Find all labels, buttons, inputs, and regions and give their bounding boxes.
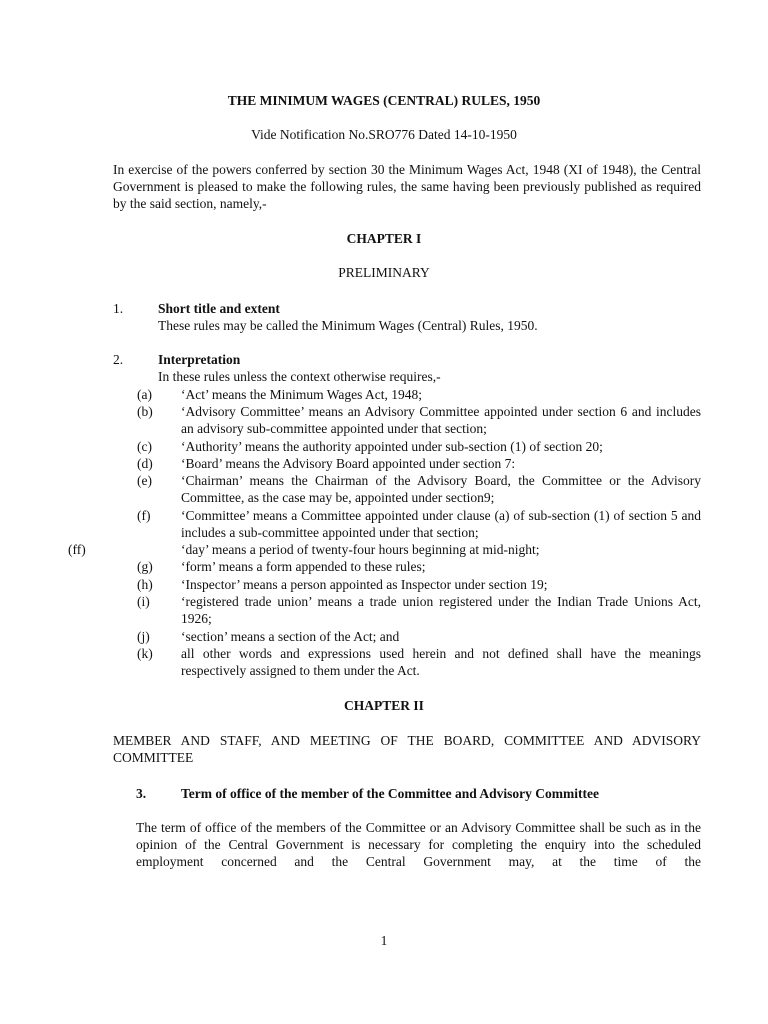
- preamble-paragraph: In exercise of the powers conferred by section 30 the Minimum Wages Act, 1948 (XI of 1948), the Central Government is pleased to make the following rules, the same having been previously published as required by the said section, namely,-: [113, 162, 701, 211]
- rule-3-text: The term of office of the members of the Committee or an Advisory Committee shall be such as in the opinion of the Central Government is necessary for completing the enquiry into the scheduled employment concerned and the Central Government may, at the time of the: [136, 820, 701, 869]
- definition-text: ‘Inspector’ means a person appointed as Inspector under section 19;: [181, 577, 548, 592]
- definition-label: (d): [137, 456, 153, 471]
- definition-text: ‘Advisory Committee’ means an Advisory Committee appointed under section 6 and includes an advisory sub-committee appointed under that section;: [181, 404, 701, 436]
- definition-label: (h): [137, 577, 153, 592]
- definition-text: ‘registered trade union’ means a trade union registered under the Indian Trade Unions Act, 1926;: [181, 594, 701, 626]
- rule-3-heading: Term of office of the member of the Committee and Advisory Committee: [181, 786, 600, 801]
- definition-text: ‘Authority’ means the authority appointed under sub-section (1) of section 20;: [181, 439, 603, 454]
- definition-label: (g): [137, 559, 153, 574]
- chapter-1-heading: CHAPTER I: [346, 231, 422, 246]
- rule-1-heading: Short title and extent: [158, 301, 280, 316]
- chapter-2-subheading: MEMBER AND STAFF, AND MEETING OF THE BOARD, COMMITTEE AND ADVISORY COMMITTEE: [113, 733, 701, 765]
- definition-label: (b): [137, 404, 153, 419]
- definition-label: (a): [137, 387, 152, 402]
- definition-label: (k): [137, 646, 153, 661]
- page-number: 1: [380, 933, 388, 948]
- definition-label: (i): [137, 594, 150, 609]
- definition-text: ‘Act’ means the Minimum Wages Act, 1948;: [181, 387, 422, 402]
- rule-2-heading: Interpretation: [158, 352, 241, 367]
- definition-text: ‘Chairman’ means the Chairman of the Advisory Board, the Committee or the Advisory Committee, as the case may be, appointed under section9;: [181, 473, 701, 505]
- definition-text: ‘Board’ means the Advisory Board appointed under section 7:: [181, 456, 516, 471]
- definition-text: ‘section’ means a section of the Act; and: [181, 629, 400, 644]
- definition-label: (c): [137, 439, 152, 454]
- rule-3-number: 3.: [136, 786, 147, 801]
- definition-text: all other words and expressions used herein and not defined shall have the meanings respectively assigned to them under the Act.: [181, 646, 701, 678]
- definition-text: ‘day’ means a period of twenty-four hours beginning at mid-night;: [181, 542, 540, 557]
- notification-line: Vide Notification No.SRO776 Dated 14-10-1950: [251, 127, 517, 142]
- rule-1-text: These rules may be called the Minimum Wages (Central) Rules, 1950.: [158, 318, 538, 333]
- chapter-1-subheading: PRELIMINARY: [338, 265, 430, 280]
- definition-text: ‘Committee’ means a Committee appointed under clause (a) of sub-section (1) of section 5 and includes a sub-committee appointed under that section;: [181, 508, 701, 540]
- definition-label: (j): [137, 629, 150, 644]
- definition-label: (e): [137, 473, 152, 488]
- chapter-2-heading: CHAPTER II: [344, 698, 424, 713]
- definition-text: ‘form’ means a form appended to these rules;: [181, 559, 426, 574]
- definition-label: (ff): [68, 542, 86, 557]
- rule-1-number: 1.: [113, 301, 124, 316]
- definition-label: (f): [137, 508, 151, 523]
- rule-2-intro: In these rules unless the context otherwise requires,-: [158, 369, 441, 384]
- document-title: THE MINIMUM WAGES (CENTRAL) RULES, 1950: [227, 93, 541, 108]
- rule-2-number: 2.: [113, 352, 124, 367]
